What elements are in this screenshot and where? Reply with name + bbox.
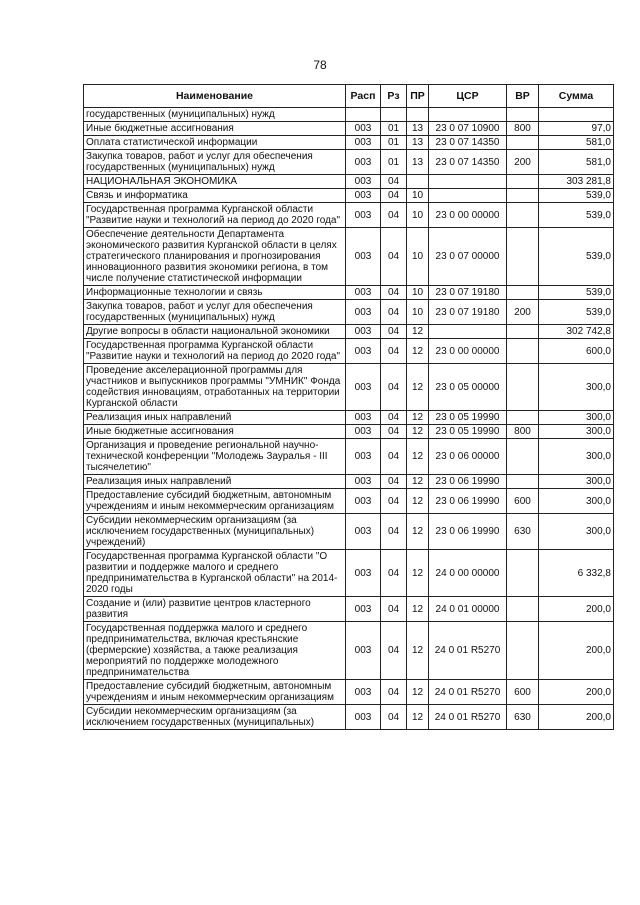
cell-sum: 200,0 [539,597,614,622]
table-row [84,300,614,325]
column-header-rasp: Расп [346,85,381,108]
cell-rz: 04 [381,411,407,425]
cell-csr [429,325,507,339]
cell-pr: 10 [407,203,429,228]
cell-rasp: 003 [346,514,381,550]
cell-pr: 12 [407,475,429,489]
cell-csr: 24 0 01 00000 [429,597,507,622]
cell-sum: 539,0 [539,189,614,203]
cell-pr: 10 [407,228,429,286]
cell-pr: 12 [407,325,429,339]
cell-pr: 12 [407,489,429,514]
cell-csr [429,175,507,189]
cell-vr [507,475,539,489]
cell-rasp: 003 [346,705,381,730]
cell-pr [407,175,429,189]
cell-vr [507,411,539,425]
cell-vr [507,439,539,475]
cell-name: Связь и информатика [84,189,346,203]
cell-vr [507,339,539,364]
cell-name: Предоставление субсидий бюджетным, автономным учреждениям и иным некоммерческим организациям [84,680,346,705]
cell-csr: 23 0 07 19180 [429,286,507,300]
cell-sum: 303 281,8 [539,175,614,189]
cell-rasp: 003 [346,364,381,411]
cell-rasp: 003 [346,489,381,514]
cell-rasp: 003 [346,325,381,339]
cell-vr [507,286,539,300]
cell-name: Обеспечение деятельности Департамента экономического развития Курганской области в целях стратегического планирования и прогнозирования инновационного развития экономики региона, в том числе получение статистической информации [84,228,346,286]
cell-vr: 800 [507,425,539,439]
table-row [84,228,614,286]
table-row [84,325,614,339]
cell-vr [507,175,539,189]
column-header-vr: ВР [507,85,539,108]
table-row [84,203,614,228]
column-header-name: Наименование [84,85,346,108]
cell-rz: 04 [381,325,407,339]
cell-rasp: 003 [346,439,381,475]
cell-vr [507,108,539,122]
cell-rasp: 003 [346,339,381,364]
cell-name: Проведение акселерационной программы для участников и выпускников программы "УМНИК" Фонда содействия инновациям, отработанных на территории Курганской области [84,364,346,411]
cell-csr: 23 0 00 00000 [429,203,507,228]
cell-csr: 24 0 00 00000 [429,550,507,597]
cell-csr: 24 0 01 R5270 [429,622,507,680]
cell-rz: 04 [381,550,407,597]
cell-name: НАЦИОНАЛЬНАЯ ЭКОНОМИКА [84,175,346,189]
table-row [84,136,614,150]
cell-pr: 12 [407,439,429,475]
cell-pr: 12 [407,622,429,680]
cell-vr: 200 [507,150,539,175]
column-header-pr: ПР [407,85,429,108]
cell-rasp: 003 [346,622,381,680]
table-row [84,550,614,597]
cell-vr: 630 [507,514,539,550]
cell-csr: 23 0 06 19990 [429,514,507,550]
cell-rz: 04 [381,339,407,364]
cell-rz: 04 [381,597,407,622]
cell-pr: 10 [407,189,429,203]
cell-rz: 04 [381,203,407,228]
cell-sum: 300,0 [539,364,614,411]
cell-rasp: 003 [346,411,381,425]
table-row [84,489,614,514]
cell-name: Создание и (или) развитие центров кластерного развития [84,597,346,622]
cell-csr: 23 0 07 14350 [429,136,507,150]
cell-sum: 300,0 [539,425,614,439]
cell-name: Реализация иных направлений [84,411,346,425]
cell-csr: 24 0 01 R5270 [429,705,507,730]
cell-pr: 12 [407,680,429,705]
cell-vr: 200 [507,300,539,325]
cell-rz: 01 [381,136,407,150]
cell-name: Предоставление субсидий бюджетным, автономным учреждениям и иным некоммерческим организациям [84,489,346,514]
cell-vr: 800 [507,122,539,136]
cell-rasp: 003 [346,136,381,150]
table-row [84,189,614,203]
cell-name: Субсидии некоммерческим организациям (за исключением государственных (муниципальных) учреждений) [84,514,346,550]
table-row [84,122,614,136]
cell-rasp: 003 [346,597,381,622]
cell-vr: 630 [507,705,539,730]
cell-sum: 539,0 [539,286,614,300]
cell-sum: 200,0 [539,680,614,705]
cell-rz: 04 [381,705,407,730]
cell-sum: 6 332,8 [539,550,614,597]
table-row [84,622,614,680]
cell-rasp [346,108,381,122]
cell-pr: 13 [407,150,429,175]
cell-csr: 23 0 06 19990 [429,489,507,514]
table-row [84,475,614,489]
cell-name: Информационные технологии и связь [84,286,346,300]
cell-rz: 04 [381,425,407,439]
cell-pr: 13 [407,136,429,150]
cell-rz [381,108,407,122]
table-row [84,364,614,411]
cell-rz: 04 [381,286,407,300]
cell-name: Государственная программа Курганской области "Развитие науки и технологий на период до 2020 года" [84,203,346,228]
page-number: 78 [313,58,327,72]
column-header-csr: ЦСР [429,85,507,108]
cell-rasp: 003 [346,550,381,597]
cell-rz: 04 [381,189,407,203]
cell-sum: 200,0 [539,622,614,680]
cell-rz: 04 [381,514,407,550]
cell-name: Другие вопросы в области национальной экономики [84,325,346,339]
cell-vr: 600 [507,680,539,705]
table-row [84,175,614,189]
cell-rasp: 003 [346,203,381,228]
cell-pr [407,108,429,122]
cell-csr: 23 0 07 14350 [429,150,507,175]
cell-rz: 01 [381,122,407,136]
cell-rz: 04 [381,680,407,705]
cell-name: Организация и проведение региональной научно-технической конференции "Молодежь Зауралья - III тысячелетию" [84,439,346,475]
cell-sum: 539,0 [539,228,614,286]
cell-pr: 12 [407,425,429,439]
cell-vr [507,597,539,622]
cell-csr [429,108,507,122]
cell-name: Государственная поддержка малого и среднего предпринимательства, включая крестьянские (фермерские) хозяйства, а также реализация мероприятий по поддержке молодежного предпринимательства [84,622,346,680]
table-row [84,411,614,425]
cell-sum: 300,0 [539,489,614,514]
column-header-rz: Рз [381,85,407,108]
cell-sum: 302 742,8 [539,325,614,339]
cell-csr: 24 0 01 R5270 [429,680,507,705]
cell-rz: 04 [381,175,407,189]
cell-vr [507,364,539,411]
cell-rz: 04 [381,300,407,325]
cell-name: Закупка товаров, работ и услуг для обеспечения государственных (муниципальных) нужд [84,150,346,175]
cell-sum: 600,0 [539,339,614,364]
cell-rasp: 003 [346,475,381,489]
cell-rasp: 003 [346,680,381,705]
cell-rz: 04 [381,228,407,286]
table-row [84,339,614,364]
cell-sum: 300,0 [539,411,614,425]
cell-vr: 600 [507,489,539,514]
cell-sum [539,108,614,122]
cell-csr: 23 0 06 00000 [429,439,507,475]
cell-vr [507,136,539,150]
table-row [84,150,614,175]
cell-sum: 539,0 [539,300,614,325]
cell-rasp: 003 [346,122,381,136]
cell-name: государственных (муниципальных) нужд [84,108,346,122]
table-row [84,439,614,475]
column-header-sum: Сумма [539,85,614,108]
cell-pr: 12 [407,550,429,597]
cell-csr: 23 0 05 19990 [429,411,507,425]
cell-vr [507,203,539,228]
budget-table [83,84,614,730]
cell-vr [507,622,539,680]
table-row [84,705,614,730]
cell-sum: 97,0 [539,122,614,136]
cell-csr: 23 0 07 10900 [429,122,507,136]
cell-sum: 581,0 [539,150,614,175]
cell-rasp: 003 [346,150,381,175]
cell-rasp: 003 [346,189,381,203]
cell-pr: 12 [407,411,429,425]
cell-pr: 13 [407,122,429,136]
cell-name: Государственная программа Курганской области "О развитии и поддержке малого и среднего предпринимательства в Курганской области" на 2014-2020 годы [84,550,346,597]
cell-name: Реализация иных направлений [84,475,346,489]
table-row [84,108,614,122]
cell-rz: 04 [381,364,407,411]
cell-rasp: 003 [346,300,381,325]
cell-pr: 10 [407,300,429,325]
cell-vr [507,228,539,286]
cell-pr: 12 [407,705,429,730]
cell-name: Субсидии некоммерческим организациям (за исключением государственных (муниципальных) [84,705,346,730]
cell-csr [429,189,507,203]
cell-name: Иные бюджетные ассигнования [84,425,346,439]
table-row [84,680,614,705]
cell-csr: 23 0 07 19180 [429,300,507,325]
cell-rz: 01 [381,150,407,175]
cell-sum: 581,0 [539,136,614,150]
cell-csr: 23 0 05 19990 [429,425,507,439]
cell-name: Оплата статистической информации [84,136,346,150]
cell-sum: 539,0 [539,203,614,228]
table-row [84,514,614,550]
cell-rasp: 003 [346,286,381,300]
cell-rasp: 003 [346,175,381,189]
cell-csr: 23 0 05 00000 [429,364,507,411]
cell-pr: 12 [407,514,429,550]
cell-csr: 23 0 07 00000 [429,228,507,286]
cell-vr [507,189,539,203]
cell-rz: 04 [381,439,407,475]
table-header-row [84,85,614,108]
table-row [84,286,614,300]
cell-pr: 12 [407,597,429,622]
cell-sum: 300,0 [539,475,614,489]
table-row [84,425,614,439]
cell-vr [507,550,539,597]
table-row [84,597,614,622]
cell-rz: 04 [381,622,407,680]
cell-rasp: 003 [346,425,381,439]
cell-pr: 12 [407,339,429,364]
cell-sum: 300,0 [539,439,614,475]
cell-csr: 23 0 00 00000 [429,339,507,364]
cell-sum: 300,0 [539,514,614,550]
cell-rz: 04 [381,475,407,489]
cell-rz: 04 [381,489,407,514]
cell-vr [507,325,539,339]
cell-rasp: 003 [346,228,381,286]
cell-pr: 10 [407,286,429,300]
cell-pr: 12 [407,364,429,411]
cell-sum: 200,0 [539,705,614,730]
cell-csr: 23 0 06 19990 [429,475,507,489]
cell-name: Иные бюджетные ассигнования [84,122,346,136]
cell-name: Государственная программа Курганской области "Развитие науки и технологий на период до 2020 года" [84,339,346,364]
cell-name: Закупка товаров, работ и услуг для обеспечения государственных (муниципальных) нужд [84,300,346,325]
